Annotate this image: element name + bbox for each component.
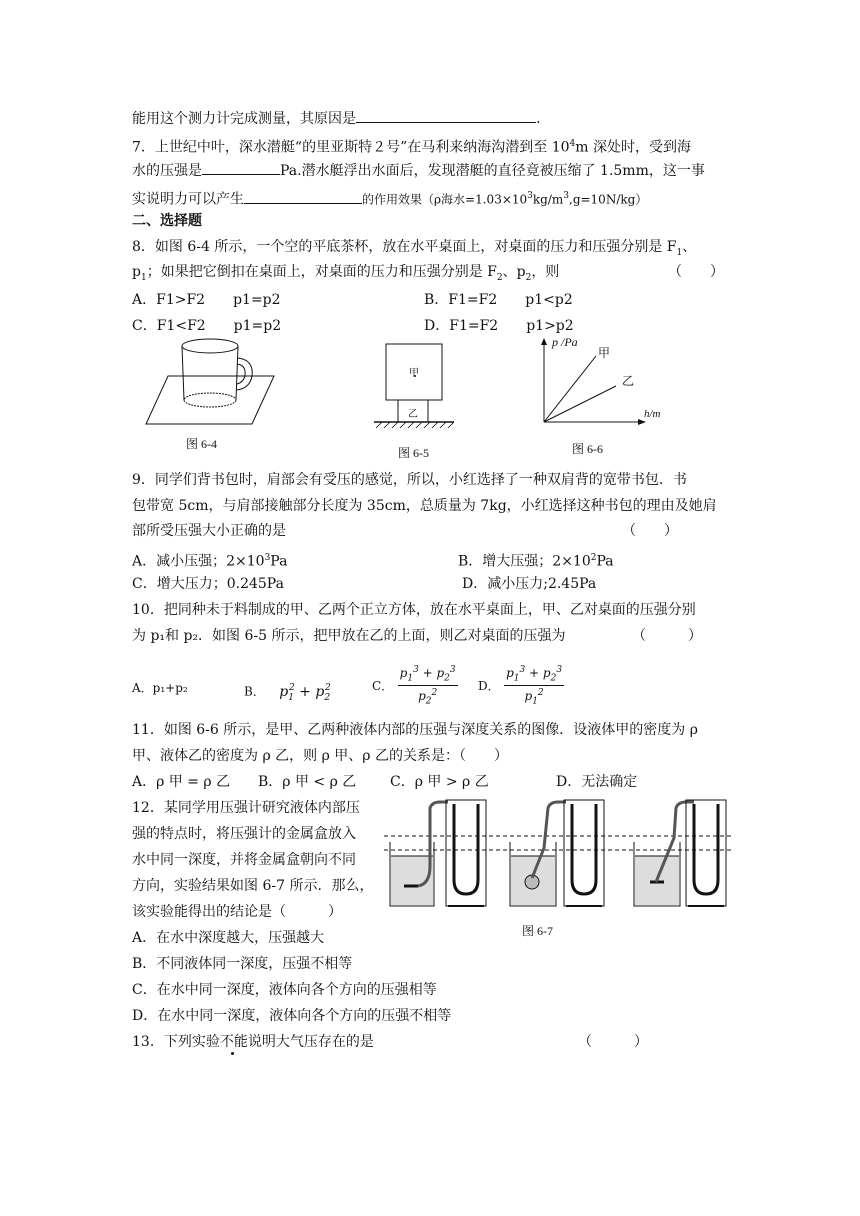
answer-blank[interactable] [244,189,362,204]
cube-label-yi: 乙 [408,409,418,420]
q12-line-2: 强的特点时，将压强计的金属盒放入 [132,826,356,842]
answer-paren[interactable]: （ ） [668,264,724,280]
line-label-jia: 甲 [598,346,611,360]
figure-6-4-cup [140,336,280,426]
answer-paren[interactable]: （ ） [622,523,678,539]
q8-option-a[interactable]: A．F1>F2 p1=p2 [132,292,281,308]
q7-line-1: 7．上世纪中叶，深水潜艇“的里亚斯特２号”在马利来纳海沟潜到至 $10^4m$ 深处时，受到海 [132,139,691,156]
x-axis-label: h/m [644,408,661,420]
answer-paren[interactable]: （ ） [632,628,702,644]
q10-option-c[interactable]: C． $\frac{p_1^3 + p_2^3}{p_2^2}$ [372,665,456,707]
q9-line-1: 9．同学们背书包时，肩部会有受压的感觉，所以，小红选择了一种双肩背的宽带书包．书 [132,472,687,488]
figure-6-5-cubes [368,342,460,434]
q12-option-a[interactable]: A．在水中深度越大，压强越大 [132,930,325,946]
section-heading: 二、选择题 [132,213,202,229]
q8-option-b[interactable]: B．F1=F2 p1<p2 [424,292,573,308]
q12-option-b[interactable]: B．不同液体同一深度，压强不相等 [132,956,353,972]
q9-option-d[interactable]: D．减小压力;2.45Pa [462,576,597,592]
figure-caption: 图 6-6 [572,442,603,456]
answer-blank[interactable] [202,160,280,175]
emphasis-dot [231,1052,234,1055]
q13-line-1: 13．下列实验不能说明大气压存在的是 [132,1034,374,1050]
q12-line-4: 方向，实验结果如图 6-7 所示．那么， [132,878,374,894]
q11-line-1: 11．如图 6-6 所示，是甲、乙两种液体内部的压强与深度关系的图像．设液体甲的密度为 ρ [132,722,698,738]
q11-option-d[interactable]: D．无法确定 [556,774,638,790]
q10-option-a[interactable]: A．p₁+p₂ [132,681,188,695]
q11-option-b[interactable]: B．ρ 甲 < ρ 乙 [258,774,357,790]
q7-line-3: 实说明力可以产生 的作用效果（ρ海水$=1.03\times 10^3kg/m^3,g=10N/kg$） [132,186,647,210]
formula-d: $\frac{p_1^3 + p_2^3}{p_1^2}$ [506,665,563,707]
figure-caption: 图 6-4 [186,437,217,451]
q11-option-a[interactable]: A．ρ 甲 = ρ 乙 [132,774,231,790]
q10-line-1: 10．把同种未于料制成的甲、乙两个正立方体，放在水平桌面上，甲、乙对桌面的压强分别 [132,602,696,618]
figure-6-6-graph [536,338,656,428]
q9-option-b[interactable]: B．增大压强；$2\times 10^2Pa$ [458,553,614,570]
q8-line-2: $p_1$；如果把它倒扣在桌面上，对桌面的压力和压强分别是 $F_2$、$p_2$，则 [132,264,560,283]
answer-paren[interactable]: （ ） [578,1034,648,1050]
figure-caption: 图 6-5 [398,446,429,460]
q11-line-2: 甲、液体乙的密度为 ρ 乙，则 ρ 甲、ρ 乙的关系是：（ ） [132,748,508,764]
q8-option-c[interactable]: C．F1<F2 p1=p2 [132,318,282,334]
q8-option-d[interactable]: D．F1=F2 p1>p2 [424,318,574,334]
figure-6-7-pressure-gauges [384,798,734,910]
y-axis-label: p /Pa [552,335,578,349]
q12-option-d[interactable]: D．在水中同一深度，液体向各个方向的压强不相等 [132,1008,452,1024]
q10-option-d[interactable]: D． $\frac{p_1^3 + p_2^3}{p_1^2}$ [478,665,563,707]
formula-c: $\frac{p_1^3 + p_2^3}{p_2^2}$ [399,665,456,707]
q12-line-1: 12．某同学用压强计研究液体内部压 [132,800,360,816]
q9-option-a[interactable]: A．减小压强；$2\times 10^3Pa$ [132,553,288,570]
answer-blank[interactable] [356,108,536,123]
q8-line-1: 8．如图 6-4 所示，一个空的平底茶杯，放在水平桌面上，对桌面的压力和压强分别是 $F_1$、 [132,239,697,258]
q10-option-b[interactable]: B． $p_1^2 + p_2^2$ [244,683,331,703]
q10-line-2: 为 p₁和 p₂．如图 6-5 所示，把甲放在乙的上面，则乙对桌面的压强为 [132,628,566,644]
q12-line-3: 水中同一深度，并将金属盒朝向不同 [132,852,356,868]
q9-line-3: 部所受压强大小正确的是 [132,523,286,539]
q9-option-c[interactable]: C．增大压力；0.245Pa [132,576,284,592]
q12-option-c[interactable]: C．在水中同一深度，液体向各个方向的压强相等 [132,982,437,998]
q7-line-2: 水的压强是 Pa.潜水艇浮出水面后，发现潜艇的直径竟被压缩了 1.5mm，这一事 [132,160,705,181]
figure-caption: 图 6-7 [522,924,553,938]
q11-option-c[interactable]: C．ρ 甲 > ρ 乙 [390,774,489,790]
q9-line-2: 包带宽 5cm，与肩部接触部分长度为 35cm，总质量为 7kg，小红选择这种书包的理由及她肩 [132,498,717,514]
line-label-yi: 乙 [622,374,635,388]
cube-label-jia: 甲 [409,368,419,379]
q12-line-5: 该实验能得出的结论是（ ） [132,904,342,920]
formula-b: $p_1^2 + p_2^2$ [279,683,331,703]
q6-line: 能用这个测力计完成测量，其原因是 . [132,108,540,129]
